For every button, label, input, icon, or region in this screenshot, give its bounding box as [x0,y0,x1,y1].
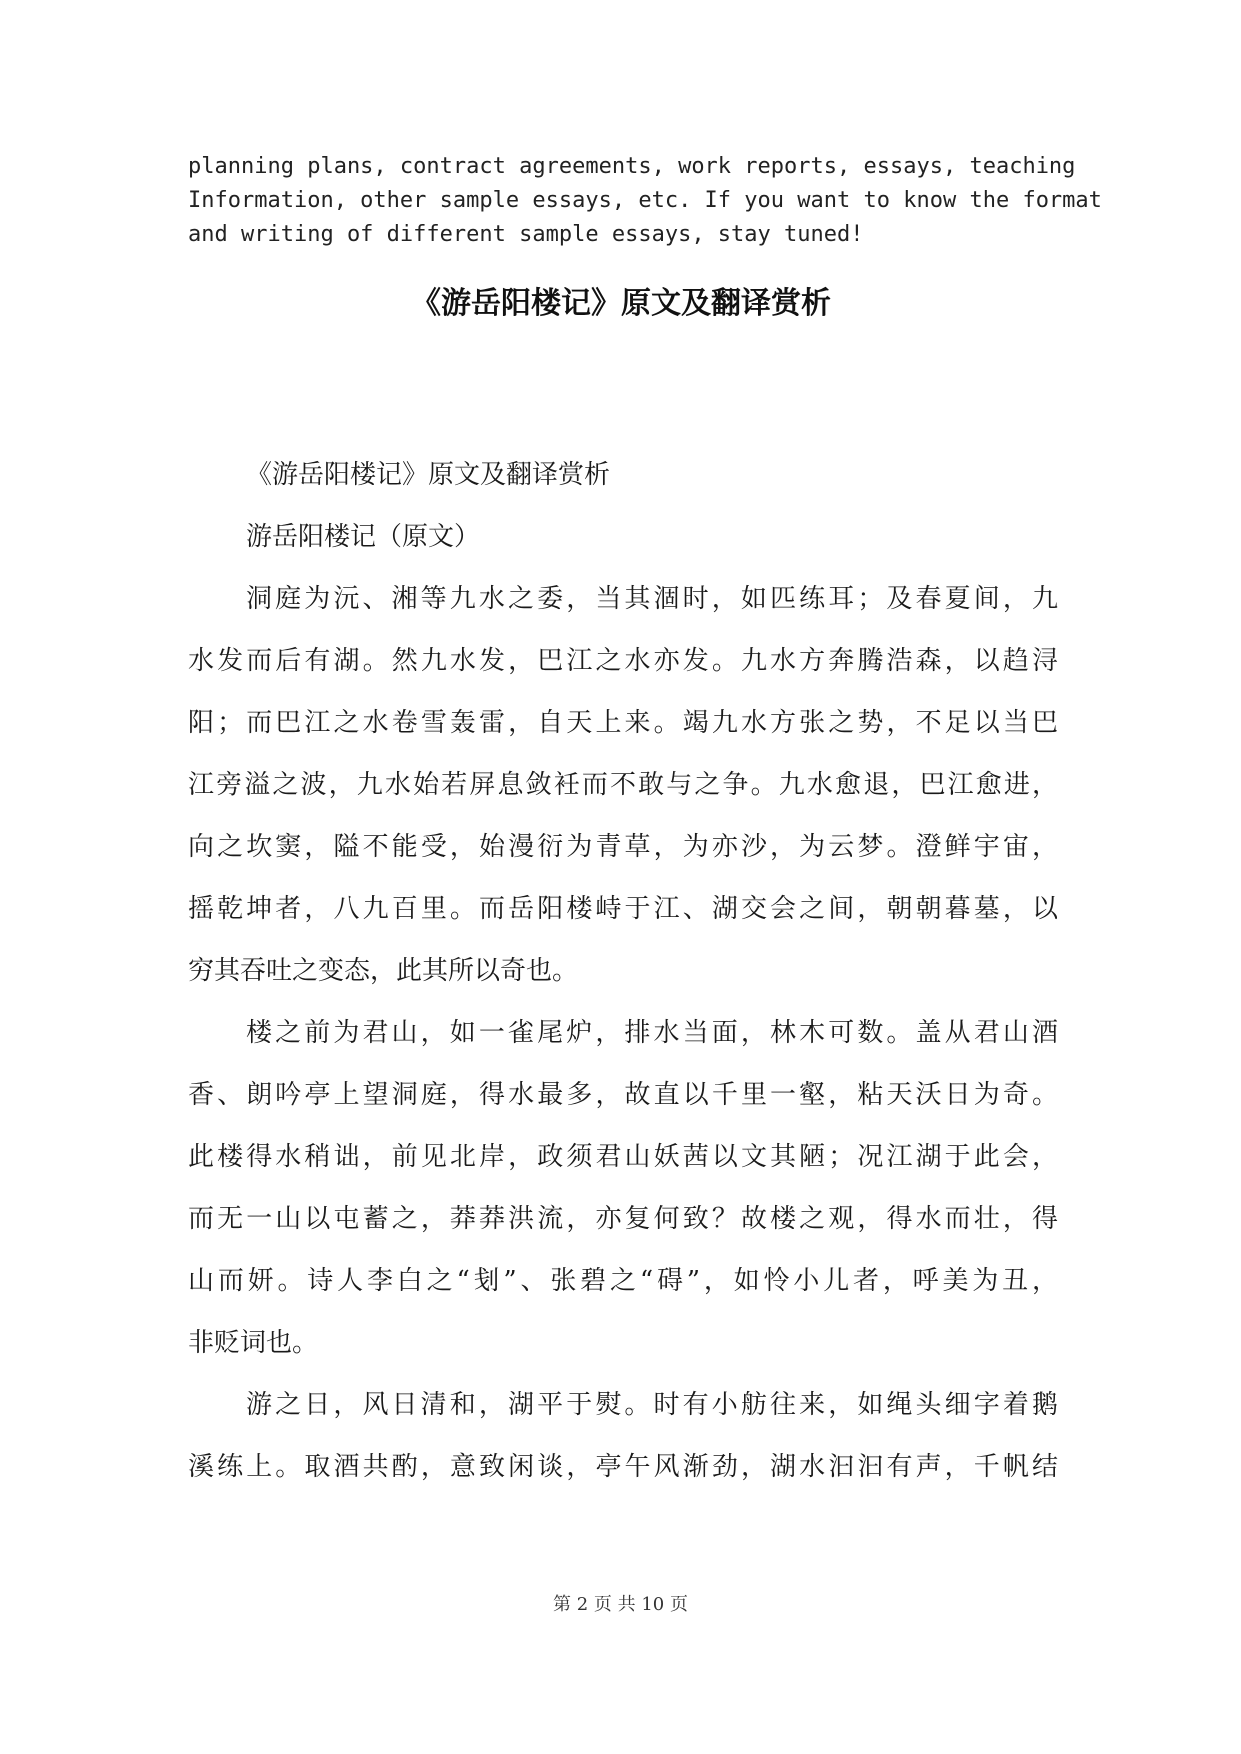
article-heading-line: 《游岳阳楼记》原文及翻译赏析 [246,460,611,490]
article-subheading: 游岳阳楼记（原文） [246,522,481,552]
paragraph-1-line: 水发而后有湖。然九水发，巴江之水亦发。九水方奔腾浩森，以趋浔 [188,646,1058,676]
paragraph-2-line: 香、朗吟亭上望洞庭，得水最多，故直以千里一壑，粘天沃日为奇。 [188,1080,1058,1110]
paragraph-1-line: 摇乾坤者，八九百里。而岳阳楼峙于江、湖交会之间，朝朝暮墓，以 [188,894,1058,924]
paragraph-2-line: 而无一山以屯蓄之，莽莽洪流，亦复何致？故楼之观，得水而壮，得 [188,1204,1058,1234]
paragraph-2-line: 此楼得水稍诎，前见北岸，政须君山妖茜以文其陋；况江湖于此会， [188,1142,1058,1172]
paragraph-1-line: 阳；而巴江之水卷雪轰雷，自天上来。竭九水方张之势，不足以当巴 [188,708,1058,738]
intro-line: and writing of different sample essays, stay tuned! [188,222,864,247]
paragraph-1-line: 江旁溢之波，九水始若屏息敛衽而不敢与之争。九水愈退，巴江愈进， [188,770,1058,800]
intro-line: planning plans, contract agreements, work reports, essays, teaching [188,154,1076,179]
intro-line: Information, other sample essays, etc. If you want to know the format [188,188,1102,213]
article-body [188,444,1058,1498]
page-footer: 第 2 页 共 10 页 [553,1594,688,1615]
paragraph-2-line: 山而妍。诗人李白之“刬”、张碧之“碍”，如怜小儿者，呼美为丑， [188,1266,1058,1296]
document-title: 《游岳阳楼记》原文及翻译赏析 [411,286,831,321]
paragraph-1-line: 洞庭为沅、湘等九水之委，当其涸时，如匹练耳；及春夏间，九 [246,584,1058,614]
paragraph-2-line: 非贬词也。 [188,1328,319,1358]
paragraph-2-line: 楼之前为君山，如一雀尾炉，排水当面，林木可数。盖从君山酒 [246,1018,1058,1048]
paragraph-3-line: 溪练上。取酒共酌，意致闲谈，亭午风渐劲，湖水汩汩有声，千帆结 [188,1452,1058,1482]
paragraph-1-line: 穷其吞吐之变态，此其所以奇也。 [188,956,579,986]
paragraph-1-line: 向之坎窦，隘不能受，始漫衍为青草，为亦沙，为云梦。澄鲜宇宙， [188,832,1058,862]
intro-paragraph [188,150,1102,252]
paragraph-3-line: 游之日，风日清和，湖平于熨。时有小舫往来，如绳头细字着鹅 [246,1390,1058,1420]
